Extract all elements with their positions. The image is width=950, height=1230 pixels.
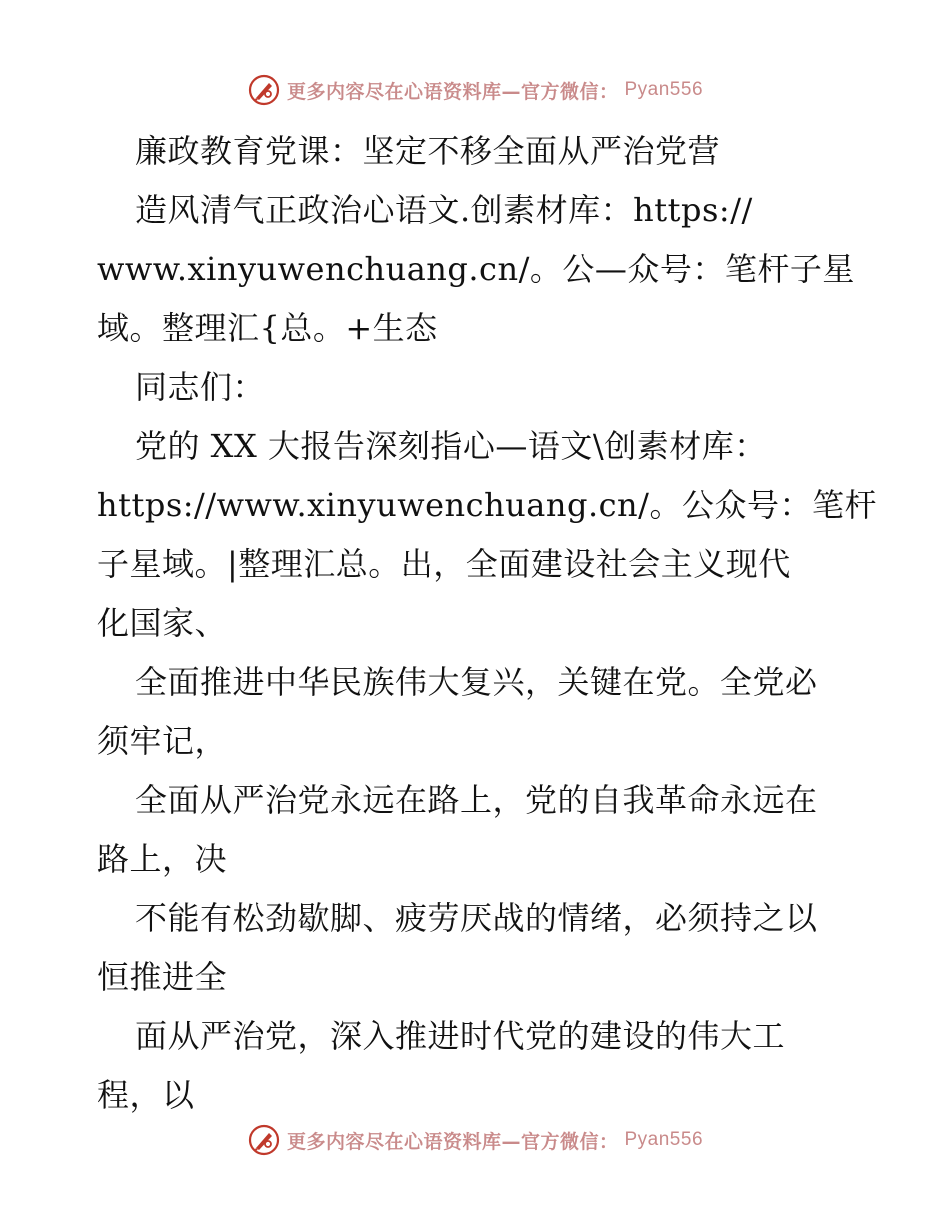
header-watermark [0,70,950,110]
paragraph-line: 廉政教育党课：坚定不移全面从严治党营 [135,132,721,170]
paragraph-line: 域。整理汇{总。+生态 [97,309,438,347]
paragraph-line: 造风清气正政治心语文.创素材库：https:// [135,191,753,229]
paragraph-line: 须牢记， [97,722,228,760]
footer-watermark [0,1120,950,1160]
paragraph-line: 同志们： [135,368,266,406]
paragraph-line: 面从严治党，深入推进时代党的建设的伟大工 [135,1017,786,1055]
watermark-handle: Pyan556 [624,1129,704,1150]
paragraph-line: 恒推进全 [97,958,228,996]
pen-nib-logo-icon [247,73,281,107]
watermark-text: 更多内容尽在心语资料库—官方微信： [286,1130,619,1153]
paragraph-line: www.xinyuwenchuang.cn/。公—众号：笔杆子星 [97,250,855,288]
watermark-handle: Pyan556 [624,79,704,100]
watermark-text: 更多内容尽在心语资料库—官方微信： [286,80,619,103]
paragraph-line: 子星域。|整理汇总。出，全面建设社会主义现代 [97,545,791,583]
paragraph-line: 路上，决 [97,840,228,878]
paragraph-line: 党的 XX 大报告深刻指心—语文\创素材库： [135,427,767,465]
document-body [97,122,877,1125]
paragraph-line: 程，以 [97,1076,195,1114]
paragraph-line: https://www.xinyuwenchuang.cn/。公众号：笔杆 [97,486,877,524]
paragraph-line: 全面从严治党永远在路上，党的自我革命永远在 [135,781,818,819]
paragraph-line: 全面推进中华民族伟大复兴，关键在党。全党必 [135,663,818,701]
paragraph-line: 不能有松劲歇脚、疲劳厌战的情绪，必须持之以 [135,899,818,937]
paragraph-line: 化国家、 [97,604,228,642]
pen-nib-logo-icon [247,1123,281,1157]
